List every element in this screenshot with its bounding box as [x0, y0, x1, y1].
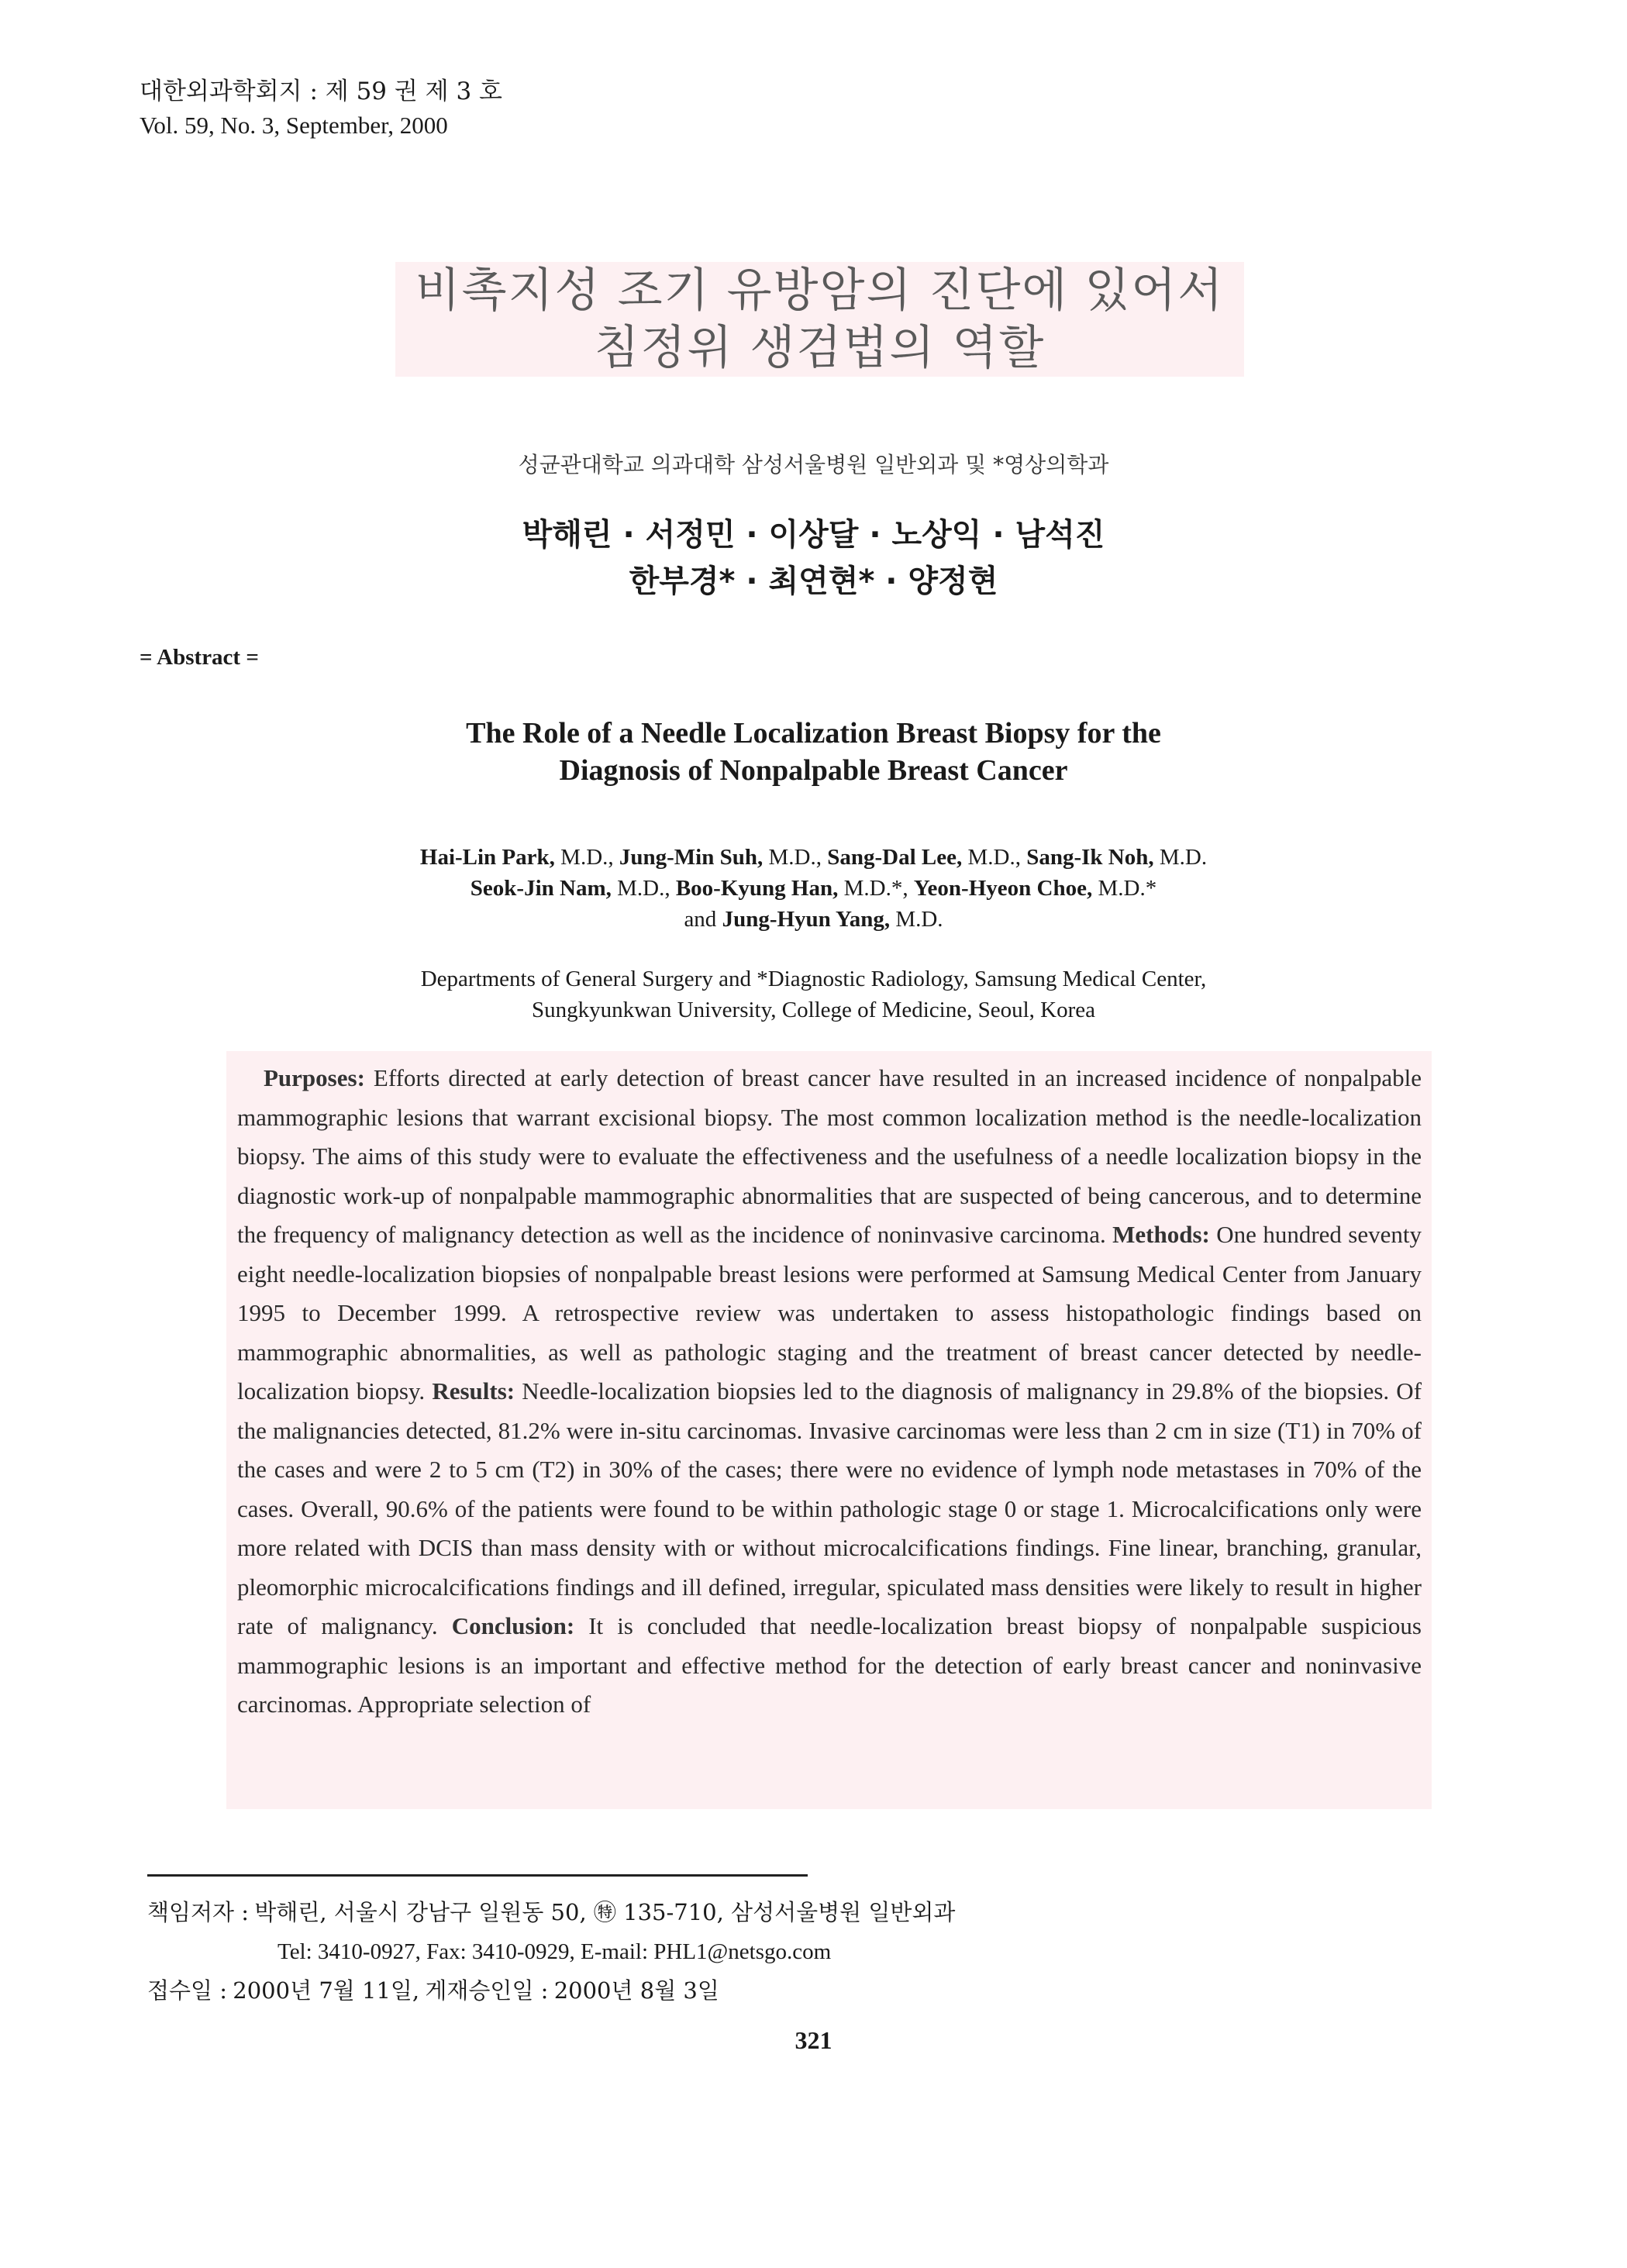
author-name: Jung-Hyun Yang,: [722, 907, 891, 932]
english-title-line2: Diagnosis of Nonpalpable Breast Cancer: [559, 754, 1068, 787]
author-degree: M.D.,: [768, 845, 822, 870]
corresponding-text: 박해린, 서울시 강남구 일원동 50, ㊕ 135-710, 삼성서울병원 일반외과: [254, 1899, 956, 1925]
english-department: [0, 963, 1627, 1025]
footnote-divider: [147, 1874, 808, 1877]
author-degree: M.D.,: [560, 845, 614, 870]
english-title: [0, 715, 1627, 789]
footnote-contact: Tel: 3410-0927, Fax: 3410-0929, E-mail: PHL1@netsgo.com: [277, 1939, 832, 1964]
journal-line-ko: 대한외과학회지 : 제 59 권 제 3 호: [140, 78, 502, 105]
author-name: Hai-Lin Park,: [419, 845, 555, 870]
methods-text: One hundred seventy eight needle-localization biopsies of nonpalpable breast lesions were performed at Samsung Medical Center from January 1995 to December 1999. A retrospective review was undertaken to assess histopathologic findings based on mammographic abnormalities, as well as pathologic staging and the treatment of breast cancer detected by needle-localization biopsy.: [237, 1221, 1422, 1405]
footnote-dates: [147, 1971, 955, 2011]
author-name: Boo-Kyung Han,: [675, 876, 839, 901]
corresponding-label: 책임저자 :: [147, 1899, 250, 1925]
korean-title: [395, 262, 1244, 377]
methods-label: Methods:: [1112, 1221, 1210, 1248]
author-name: Sang-Ik Noh,: [1026, 845, 1154, 870]
author-name: Jung-Min Suh,: [619, 845, 764, 870]
korean-affiliation: 성균관대학교 의과대학 삼성서울병원 일반외과 및 *영상의학과: [518, 452, 1109, 477]
results-label: Results:: [432, 1377, 515, 1405]
results-text: Needle-localization biopsies led to the diagnosis of malignancy in 29.8% of the biopsies. Of the malignancies detected, 81.2% were in-situ carcinomas. Invasive carcinomas were less than 2 cm in size (T1) in 70% of the cases and were 2 to 5 cm (T2) in 30% of the cases; there were no evidence of lymph node metastases in 70% of the cases. Overall, 90.6% of the patients were found to be within pathologic stage 0 or stage 1. Microcalcifications only were more related with DCIS than mass density with or without microcalcifications findings. Fine linear, branching, granular, pleomorphic microcalcifications findings and ill defined, irregular, spiculated mass densities were likely to result in higher rate of malignancy.: [237, 1377, 1422, 1639]
author-name: Seok-Jin Nam,: [470, 876, 612, 901]
author-degree: M.D.: [1159, 845, 1208, 870]
korean-authors-line2: 한부경* · 최연현* · 양정현: [629, 564, 998, 599]
and-conjunction: and: [684, 907, 717, 932]
accepted-date: 2000년 8월 3일: [553, 1977, 719, 2004]
korean-authors: [0, 512, 1627, 605]
received-label: 접수일 :: [147, 1977, 228, 2004]
journal-line-en: Vol. 59, No. 3, September, 2000: [140, 112, 448, 139]
author-degree: M.D.*,: [843, 876, 908, 901]
conclusion-label: Conclusion:: [451, 1612, 575, 1639]
english-title-line1: The Role of a Needle Localization Breast Biopsy for the: [466, 717, 1161, 750]
author-degree: M.D.*: [1098, 876, 1157, 901]
author-name: Sang-Dal Lee,: [827, 845, 963, 870]
english-authors-line2: [0, 873, 1627, 904]
korean-authors-line1: 박해린 · 서정민 · 이상달 · 노상익 · 남석진: [522, 517, 1105, 553]
department-line2: Sungkyunkwan University, College of Medicine, Seoul, Korea: [531, 998, 1095, 1022]
author-name: Yeon-Hyeon Choe,: [913, 876, 1093, 901]
abstract-body: [237, 1059, 1422, 1725]
korean-title-line2: 침정위 생검법의 역할: [594, 321, 1046, 375]
english-authors-line3: [0, 904, 1627, 935]
purposes-text: Efforts directed at early detection of breast cancer have resulted in an increased incidence of nonpalpable mammographic lesions that warrant excisional biopsy. The most common localization method is the needle-localization biopsy. The aims of this study were to evaluate the effectiveness and the usefulness of a needle localization biopsy in the diagnostic work-up of nonpalpable mammographic abnormalities that are suspected of being cancerous, and to determine the frequency of malignancy detection as well as the incidence of noninvasive carcinoma.: [237, 1064, 1422, 1248]
author-degree: M.D.: [895, 907, 943, 932]
purposes-label: Purposes:: [264, 1064, 365, 1091]
korean-title-line1: 비촉지성 조기 유방암의 진단에 있어서: [415, 264, 1225, 318]
accepted-label: 게재승인일 :: [425, 1977, 549, 2004]
abstract-label: = Abstract =: [140, 645, 259, 670]
english-authors-line1: [0, 842, 1627, 873]
author-degree: M.D.,: [967, 845, 1021, 870]
conclusion-text: It is concluded that needle-localization breast biopsy of nonpalpable suspicious mammographic lesions is an important and effective method for the detection of early breast cancer and noninvasive carcinomas. Appropriate selection of: [237, 1612, 1422, 1718]
footnote: [147, 1893, 955, 2011]
page-number: 321: [795, 2026, 832, 2054]
author-degree: M.D.,: [617, 876, 670, 901]
footnote-corresponding: [147, 1893, 955, 1932]
department-line1: Departments of General Surgery and *Diagnostic Radiology, Samsung Medical Center,: [420, 967, 1207, 991]
journal-info: [140, 74, 502, 143]
received-date: 2000년 7월 11일,: [233, 1977, 420, 2004]
english-authors: [0, 842, 1627, 935]
